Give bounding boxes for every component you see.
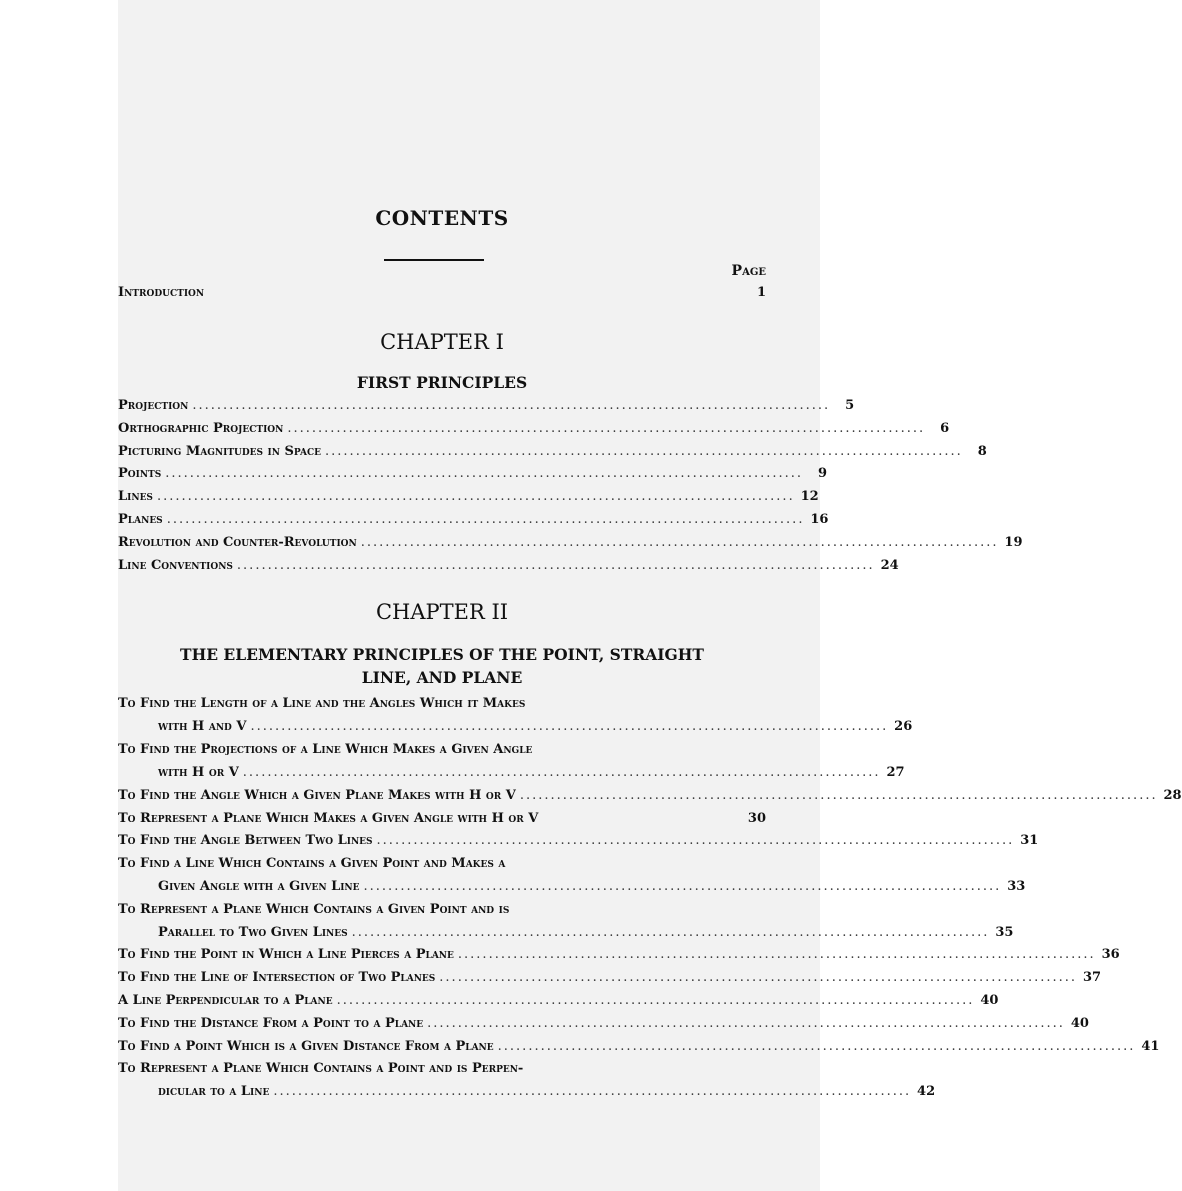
leader-dots: ........................................................................................................ <box>242 765 881 780</box>
chapter-2-heading: CHAPTER II <box>375 600 509 624</box>
toc-entry-label: To Represent a Plane Which Contains a Point and is Perpen- <box>118 1061 524 1076</box>
leader-dots: ........................................................................................................ <box>156 489 795 504</box>
toc-entry <box>118 558 899 573</box>
toc-entry-page: 5 <box>845 398 855 413</box>
leader-dots: ........................................................................................................ <box>497 1039 1136 1054</box>
toc-entry-page: 36 <box>1101 947 1120 962</box>
toc-entry <box>118 535 1023 550</box>
chapter-1-heading: CHAPTER I <box>380 330 504 354</box>
toc-entry <box>118 833 1039 848</box>
toc-entry-label: with H or V <box>158 765 239 780</box>
toc-entry-line-2 <box>158 1084 936 1099</box>
leader-dots: ........................................................................................................ <box>165 466 804 481</box>
toc-entry-label: A Line Perpendicular to a Plane <box>118 993 333 1008</box>
toc-entry-line-2 <box>158 879 1026 894</box>
toc-entry-page: 40 <box>1070 1016 1089 1031</box>
leader-dots: ........................................................................................................ <box>519 788 1158 803</box>
toc-entry-line-2 <box>158 765 905 780</box>
toc-entry-label: To Find the Angle Between Two Lines <box>118 833 373 848</box>
toc-entry <box>118 1039 1160 1054</box>
leader-dots: ........................................................................................................ <box>166 512 805 527</box>
toc-entry-page: 1 <box>756 285 766 300</box>
toc-entry-label: To Represent a Plane Which Contains a Given Point and is <box>118 902 510 917</box>
toc-entry-label: To Find the Angle Which a Given Plane Makes with H or V <box>118 788 516 803</box>
toc-entry-label: Revolution and Counter-Revolution <box>118 535 357 550</box>
toc-entry-page: 42 <box>917 1084 936 1099</box>
toc-entry-page: 40 <box>980 993 999 1008</box>
toc-entry-line-1 <box>118 902 766 917</box>
leader-dots: ........................................................................................................ <box>457 947 1096 962</box>
toc-entry-label: Orthographic Projection <box>118 421 284 436</box>
leader-dots: ........................................................................................................ <box>376 833 1015 848</box>
toc-entry-page: 30 <box>747 811 766 826</box>
toc-entry <box>118 970 1102 985</box>
leader-dots: ........................................................................................................ <box>236 558 875 573</box>
leader-dots: ........................................................................................................ <box>287 421 926 436</box>
toc-entry-label: dicular to a Line <box>158 1084 270 1099</box>
toc-entry-label: To Find the Point in Which a Line Pierces a Plane <box>118 947 454 962</box>
toc-entry-label: To Find the Projections of a Line Which Makes a Given Angle <box>118 742 533 757</box>
scanned-page-background <box>118 0 820 1191</box>
toc-entry <box>118 788 1182 803</box>
toc-entry-line-1 <box>118 856 766 871</box>
contents-title: CONTENTS <box>375 206 509 230</box>
toc-entry-label: with H and V <box>158 719 247 734</box>
toc-entry <box>118 947 1120 962</box>
toc-entry-label: Given Angle with a Given Line <box>158 879 360 894</box>
toc-entry-page: 19 <box>1004 535 1023 550</box>
chapter-1-subtitle: FIRST PRINCIPLES <box>356 373 528 392</box>
toc-entry-page: 37 <box>1082 970 1102 985</box>
chapter-2-subtitle-line-2: LINE, AND PLANE <box>361 668 523 687</box>
toc-entry-page: 41 <box>1141 1039 1160 1054</box>
title-rule <box>384 259 484 261</box>
leader-dots: ........................................................................................................ <box>363 879 1002 894</box>
toc-entry-page: 8 <box>977 444 987 459</box>
leader-dots: ........................................................................................................ <box>250 719 889 734</box>
toc-entry-label: Line Conventions <box>118 558 233 573</box>
toc-entry-page: 31 <box>1020 833 1039 848</box>
toc-entry-label: Picturing Magnitudes in Space <box>118 444 322 459</box>
leader-dots: ........................................................................................................ <box>360 535 999 550</box>
toc-entry-line-1 <box>118 1061 766 1076</box>
toc-entry-line-1 <box>118 696 766 711</box>
leader-dots: ........................................................................................................ <box>427 1016 1065 1031</box>
chapter-2-subtitle-line-1: THE ELEMENTARY PRINCIPLES OF THE POINT, STRAIGHT <box>180 645 704 664</box>
toc-entry-label: Introduction <box>118 285 205 300</box>
toc-entry-label: To Find the Length of a Line and the Angles Which it Makes <box>118 696 526 711</box>
toc-entry-label: To Find a Line Which Contains a Given Point and Makes a <box>118 856 506 871</box>
toc-entry-label: Projection <box>118 398 189 413</box>
toc-entry <box>118 512 829 527</box>
toc-entry-line-1 <box>118 742 766 757</box>
leader-dots: ........................................................................................................ <box>273 1084 912 1099</box>
toc-entry-line-2 <box>158 719 913 734</box>
toc-entry-page: 24 <box>880 558 899 573</box>
toc-entry-label: Parallel to Two Given Lines <box>158 925 348 940</box>
toc-entry-label: To Find a Point Which is a Given Distance From a Plane <box>118 1039 494 1054</box>
toc-entry-page: 26 <box>894 719 913 734</box>
toc-entry-introduction <box>118 285 766 300</box>
leader-dots: ........................................................................................................ <box>439 970 1078 985</box>
toc-entry-page: 35 <box>995 925 1014 940</box>
leader-dots: ........................................................................................................ <box>336 993 975 1008</box>
toc-entry-page: 9 <box>817 466 828 481</box>
toc-entry-label: Planes <box>118 512 163 527</box>
leader-dots: ........................................................................................................ <box>192 398 831 413</box>
leader-dots: ........................................................................................................ <box>351 925 990 940</box>
toc-entry <box>118 444 987 459</box>
toc-entry-label: Lines <box>118 489 153 504</box>
toc-entry <box>118 489 819 504</box>
toc-entry-page: 33 <box>1007 879 1026 894</box>
toc-entry-label: Points <box>118 466 162 481</box>
toc-entry <box>118 466 828 481</box>
toc-entry-page: 6 <box>940 421 950 436</box>
toc-entry-label: To Find the Distance From a Point to a Plane <box>118 1016 424 1031</box>
toc-entry-page: 16 <box>810 512 829 527</box>
toc-entry <box>118 398 855 413</box>
page-column-heading: Page <box>731 263 766 279</box>
toc-entry-page: 28 <box>1163 788 1182 803</box>
toc-entry-page: 12 <box>800 489 819 504</box>
toc-entry <box>118 993 999 1008</box>
toc-entry-label: To Represent a Plane Which Makes a Given Angle with H or V <box>118 811 539 826</box>
toc-entry <box>118 1016 1089 1031</box>
leader-dots: ........................................................................................................ <box>325 444 963 459</box>
toc-entry <box>118 421 950 436</box>
toc-entry <box>118 811 766 826</box>
toc-entry-line-2 <box>158 925 1014 940</box>
toc-entry-label: To Find the Line of Intersection of Two Planes <box>118 970 436 985</box>
toc-entry-page: 27 <box>886 765 905 780</box>
